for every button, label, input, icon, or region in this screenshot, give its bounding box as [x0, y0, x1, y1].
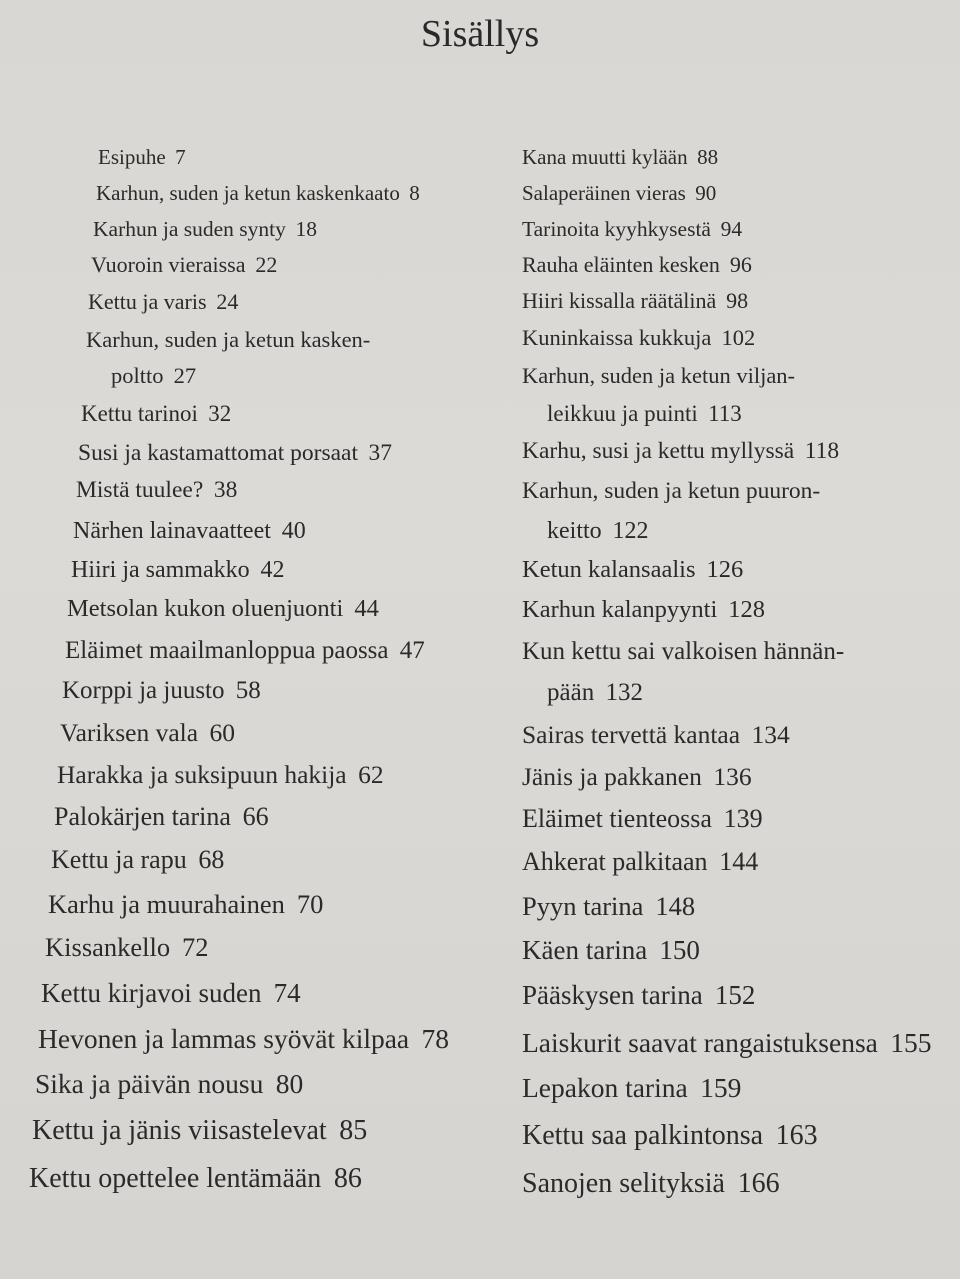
entry-title: Ahkerat palkitaan	[522, 847, 708, 877]
toc-left-entry	[51, 847, 224, 873]
entry-title: Metsolan kukon oluenjuonti	[67, 595, 344, 623]
entry-page-number: 126	[706, 556, 744, 584]
entry-page-number: 7	[175, 144, 186, 169]
entry-page-number: 68	[198, 845, 225, 875]
entry-page-number: 22	[255, 252, 278, 278]
entry-page-number: 90	[695, 180, 717, 205]
entry-title: Kettu tarinoi	[81, 401, 198, 427]
toc-right-entry	[522, 761, 752, 791]
entry-page-number: 38	[213, 477, 238, 504]
entry-title: Vuoroin vieraissa	[91, 252, 246, 278]
toc-right-entry	[522, 362, 796, 388]
toc-right-entry	[522, 1074, 741, 1102]
entry-title: leikkuu ja puinti	[547, 401, 698, 427]
toc-right-entry	[522, 324, 756, 350]
entry-page-number: 70	[296, 888, 324, 919]
toc-left-entry	[78, 442, 392, 466]
toc-left-entry	[111, 362, 197, 388]
toc-right-entry	[547, 402, 742, 425]
toc-right-entry	[547, 519, 648, 543]
entry-page-number: 113	[708, 401, 742, 427]
entry-page-number: 18	[295, 216, 318, 241]
entry-page-number: 102	[721, 324, 756, 350]
entry-title: Karhun, suden ja ketun puuron-	[522, 478, 821, 505]
toc-left-entry	[41, 977, 301, 1008]
entry-title: Karhun ja suden synty	[93, 216, 286, 241]
entry-page-number: 74	[273, 977, 301, 1008]
toc-right-entry	[522, 934, 700, 965]
entry-title: Käen tarina	[522, 934, 648, 965]
entry-title: Eläimet maailmanloppua paossa	[65, 637, 389, 664]
toc-left-entry	[29, 1162, 362, 1194]
toc-left-entry	[91, 254, 277, 276]
toc-right-entry	[522, 440, 839, 464]
entry-title: Karhun, suden ja ketun kaskenkaato	[96, 180, 400, 205]
toc-left-entry	[32, 1114, 368, 1146]
entry-title: Ketun kalansaalis	[522, 556, 696, 584]
toc-left-entry	[35, 1070, 303, 1098]
toc-right-entry	[522, 598, 765, 623]
toc-right-entry	[522, 849, 758, 875]
toc-right-entry	[522, 216, 743, 241]
toc-left-entry	[93, 216, 318, 241]
entry-title: Kana muutti kylään	[522, 144, 688, 169]
entry-title: Närhen lainavaatteet	[73, 517, 271, 544]
entry-page-number: 144	[719, 847, 759, 877]
entry-page-number: 152	[714, 979, 756, 1010]
entry-title: Eläimet tienteossa	[522, 804, 712, 834]
entry-page-number: 47	[399, 637, 425, 664]
entry-page-number: 78	[421, 1023, 450, 1055]
entry-page-number: 27	[173, 362, 197, 388]
toc-right-entry	[547, 680, 643, 705]
toc-right-entry	[522, 144, 719, 169]
entry-title: Kuninkaissa kukkuja	[522, 324, 712, 350]
entry-page-number: 134	[751, 719, 790, 749]
toc-right-entry	[522, 719, 790, 749]
entry-title: Susi ja kastamattomat porsaat	[78, 440, 358, 467]
entry-title: Karhun, suden ja ketun viljan-	[522, 362, 796, 388]
entry-title: Kettu ja varis	[88, 289, 207, 315]
entry-title: Salaperäinen vieras	[522, 180, 686, 205]
entry-page-number: 155	[890, 1027, 932, 1059]
toc-right-entry	[522, 254, 752, 276]
entry-title: Kissankello	[45, 931, 171, 962]
toc-left-entry	[65, 638, 425, 663]
entry-page-number: 24	[216, 289, 239, 315]
entry-page-number: 136	[713, 761, 752, 791]
entry-title: Mistä tuulee?	[76, 477, 204, 504]
entry-title: Laiskurit saavat rangaistuksensa	[522, 1027, 878, 1059]
entry-title: Lepakon tarina	[522, 1072, 688, 1104]
entry-title: pään	[547, 679, 595, 706]
entry-title: Pyyn tarina	[522, 890, 644, 921]
entry-page-number: 148	[655, 890, 696, 921]
toc-left-entry	[57, 759, 384, 789]
toc-right-entry	[522, 890, 696, 921]
entry-title: Hiiri ja sammakko	[71, 556, 250, 583]
toc-left-entry	[60, 717, 236, 747]
entry-title: Karhun kalanpyynti	[522, 596, 718, 624]
entry-page-number: 72	[182, 931, 209, 962]
toc-left-entry	[81, 402, 231, 425]
entry-title: Karhun, suden ja ketun kasken-	[86, 326, 371, 352]
entry-page-number: 139	[723, 804, 763, 834]
entry-title: Korppi ja juusto	[62, 677, 225, 704]
toc-left-entry	[71, 558, 284, 582]
entry-title: Hevonen ja lammas syövät kilpaa	[38, 1023, 410, 1055]
toc-right-entry	[522, 558, 743, 583]
entry-page-number: 42	[260, 556, 285, 583]
toc-left-entry	[88, 291, 238, 313]
toc-left-entry	[45, 931, 209, 962]
entry-title: Palokärjen tarina	[54, 802, 231, 832]
entry-page-number: 40	[281, 517, 306, 544]
toc-right-entry	[522, 1119, 818, 1151]
entry-page-number: 8	[409, 180, 420, 205]
entry-page-number: 60	[209, 717, 236, 747]
toc-left-entry	[98, 144, 186, 169]
entry-page-number: 62	[358, 759, 384, 789]
entry-title: poltto	[111, 362, 164, 388]
entry-title: Esipuhe	[98, 144, 166, 169]
entry-title: Sanojen selityksiä	[522, 1167, 725, 1199]
entry-page-number: 85	[339, 1114, 368, 1146]
entry-page-number: 118	[804, 438, 840, 465]
entry-page-number: 96	[729, 252, 752, 278]
entry-page-number: 37	[368, 440, 393, 467]
entry-title: Kettu kirjavoi suden	[41, 977, 262, 1008]
toc-right-entry	[522, 806, 763, 832]
entry-title: Harakka ja suksipuun hakija	[57, 759, 347, 789]
entry-page-number: 86	[333, 1162, 362, 1194]
entry-title: Karhu, susi ja kettu myllyssä	[522, 438, 795, 465]
entry-page-number: 150	[659, 934, 700, 965]
entry-title: Jänis ja pakkanen	[522, 761, 702, 791]
toc-left-entry	[62, 678, 261, 703]
toc-left-entry	[67, 597, 379, 622]
toc-right-entry	[522, 639, 844, 664]
toc-right-entry	[522, 480, 820, 504]
entry-title: Tarinoita kyyhkysestä	[522, 216, 711, 241]
entry-page-number: 32	[208, 401, 232, 427]
entry-page-number: 58	[235, 677, 261, 704]
entry-page-number: 159	[700, 1072, 742, 1104]
entry-title: Kettu opettelee lentämään	[29, 1162, 322, 1194]
entry-title: Kettu ja rapu	[51, 845, 187, 875]
entry-title: Kettu ja jänis viisastelevat	[32, 1114, 327, 1146]
entry-title: Variksen vala	[60, 717, 199, 747]
entry-title: Rauha eläinten kesken	[522, 252, 720, 278]
page-title: Sisällys	[420, 13, 540, 55]
toc-left-entry	[48, 888, 324, 919]
toc-right-entry	[522, 1167, 780, 1199]
entry-title: Kettu saa palkintonsa	[522, 1119, 764, 1151]
toc-right-entry	[522, 1029, 932, 1057]
toc-left-entry	[76, 479, 237, 503]
entry-title: Karhu ja muurahainen	[48, 888, 285, 919]
entry-page-number: 80	[275, 1068, 304, 1100]
entry-title: Sairas tervettä kantaa	[522, 719, 741, 749]
entry-page-number: 66	[242, 802, 269, 832]
entry-page-number: 128	[728, 596, 766, 624]
toc-right-entry	[522, 180, 717, 205]
entry-page-number: 88	[697, 144, 719, 169]
entry-page-number: 122	[612, 517, 649, 544]
entry-title: Kun kettu sai valkoisen hännän-	[522, 638, 845, 665]
entry-page-number: 132	[605, 679, 643, 706]
entry-page-number: 166	[737, 1167, 780, 1199]
toc-right-entry	[522, 979, 756, 1010]
entry-page-number: 44	[354, 595, 379, 623]
entry-title: keitto	[547, 517, 602, 544]
toc-left-entry	[38, 1025, 449, 1053]
toc-left-entry	[86, 326, 371, 352]
entry-title: Hiiri kissalla räätälinä	[522, 288, 717, 314]
entry-title: Pääskysen tarina	[522, 979, 703, 1010]
toc-left-entry	[96, 180, 420, 205]
toc-left-entry	[54, 804, 269, 830]
entry-title: Sika ja päivän nousu	[35, 1068, 264, 1100]
entry-page-number: 98	[726, 288, 749, 314]
entry-page-number: 163	[775, 1119, 818, 1151]
toc-left-entry	[73, 519, 306, 543]
entry-page-number: 94	[720, 216, 743, 241]
toc-right-entry	[522, 290, 748, 312]
